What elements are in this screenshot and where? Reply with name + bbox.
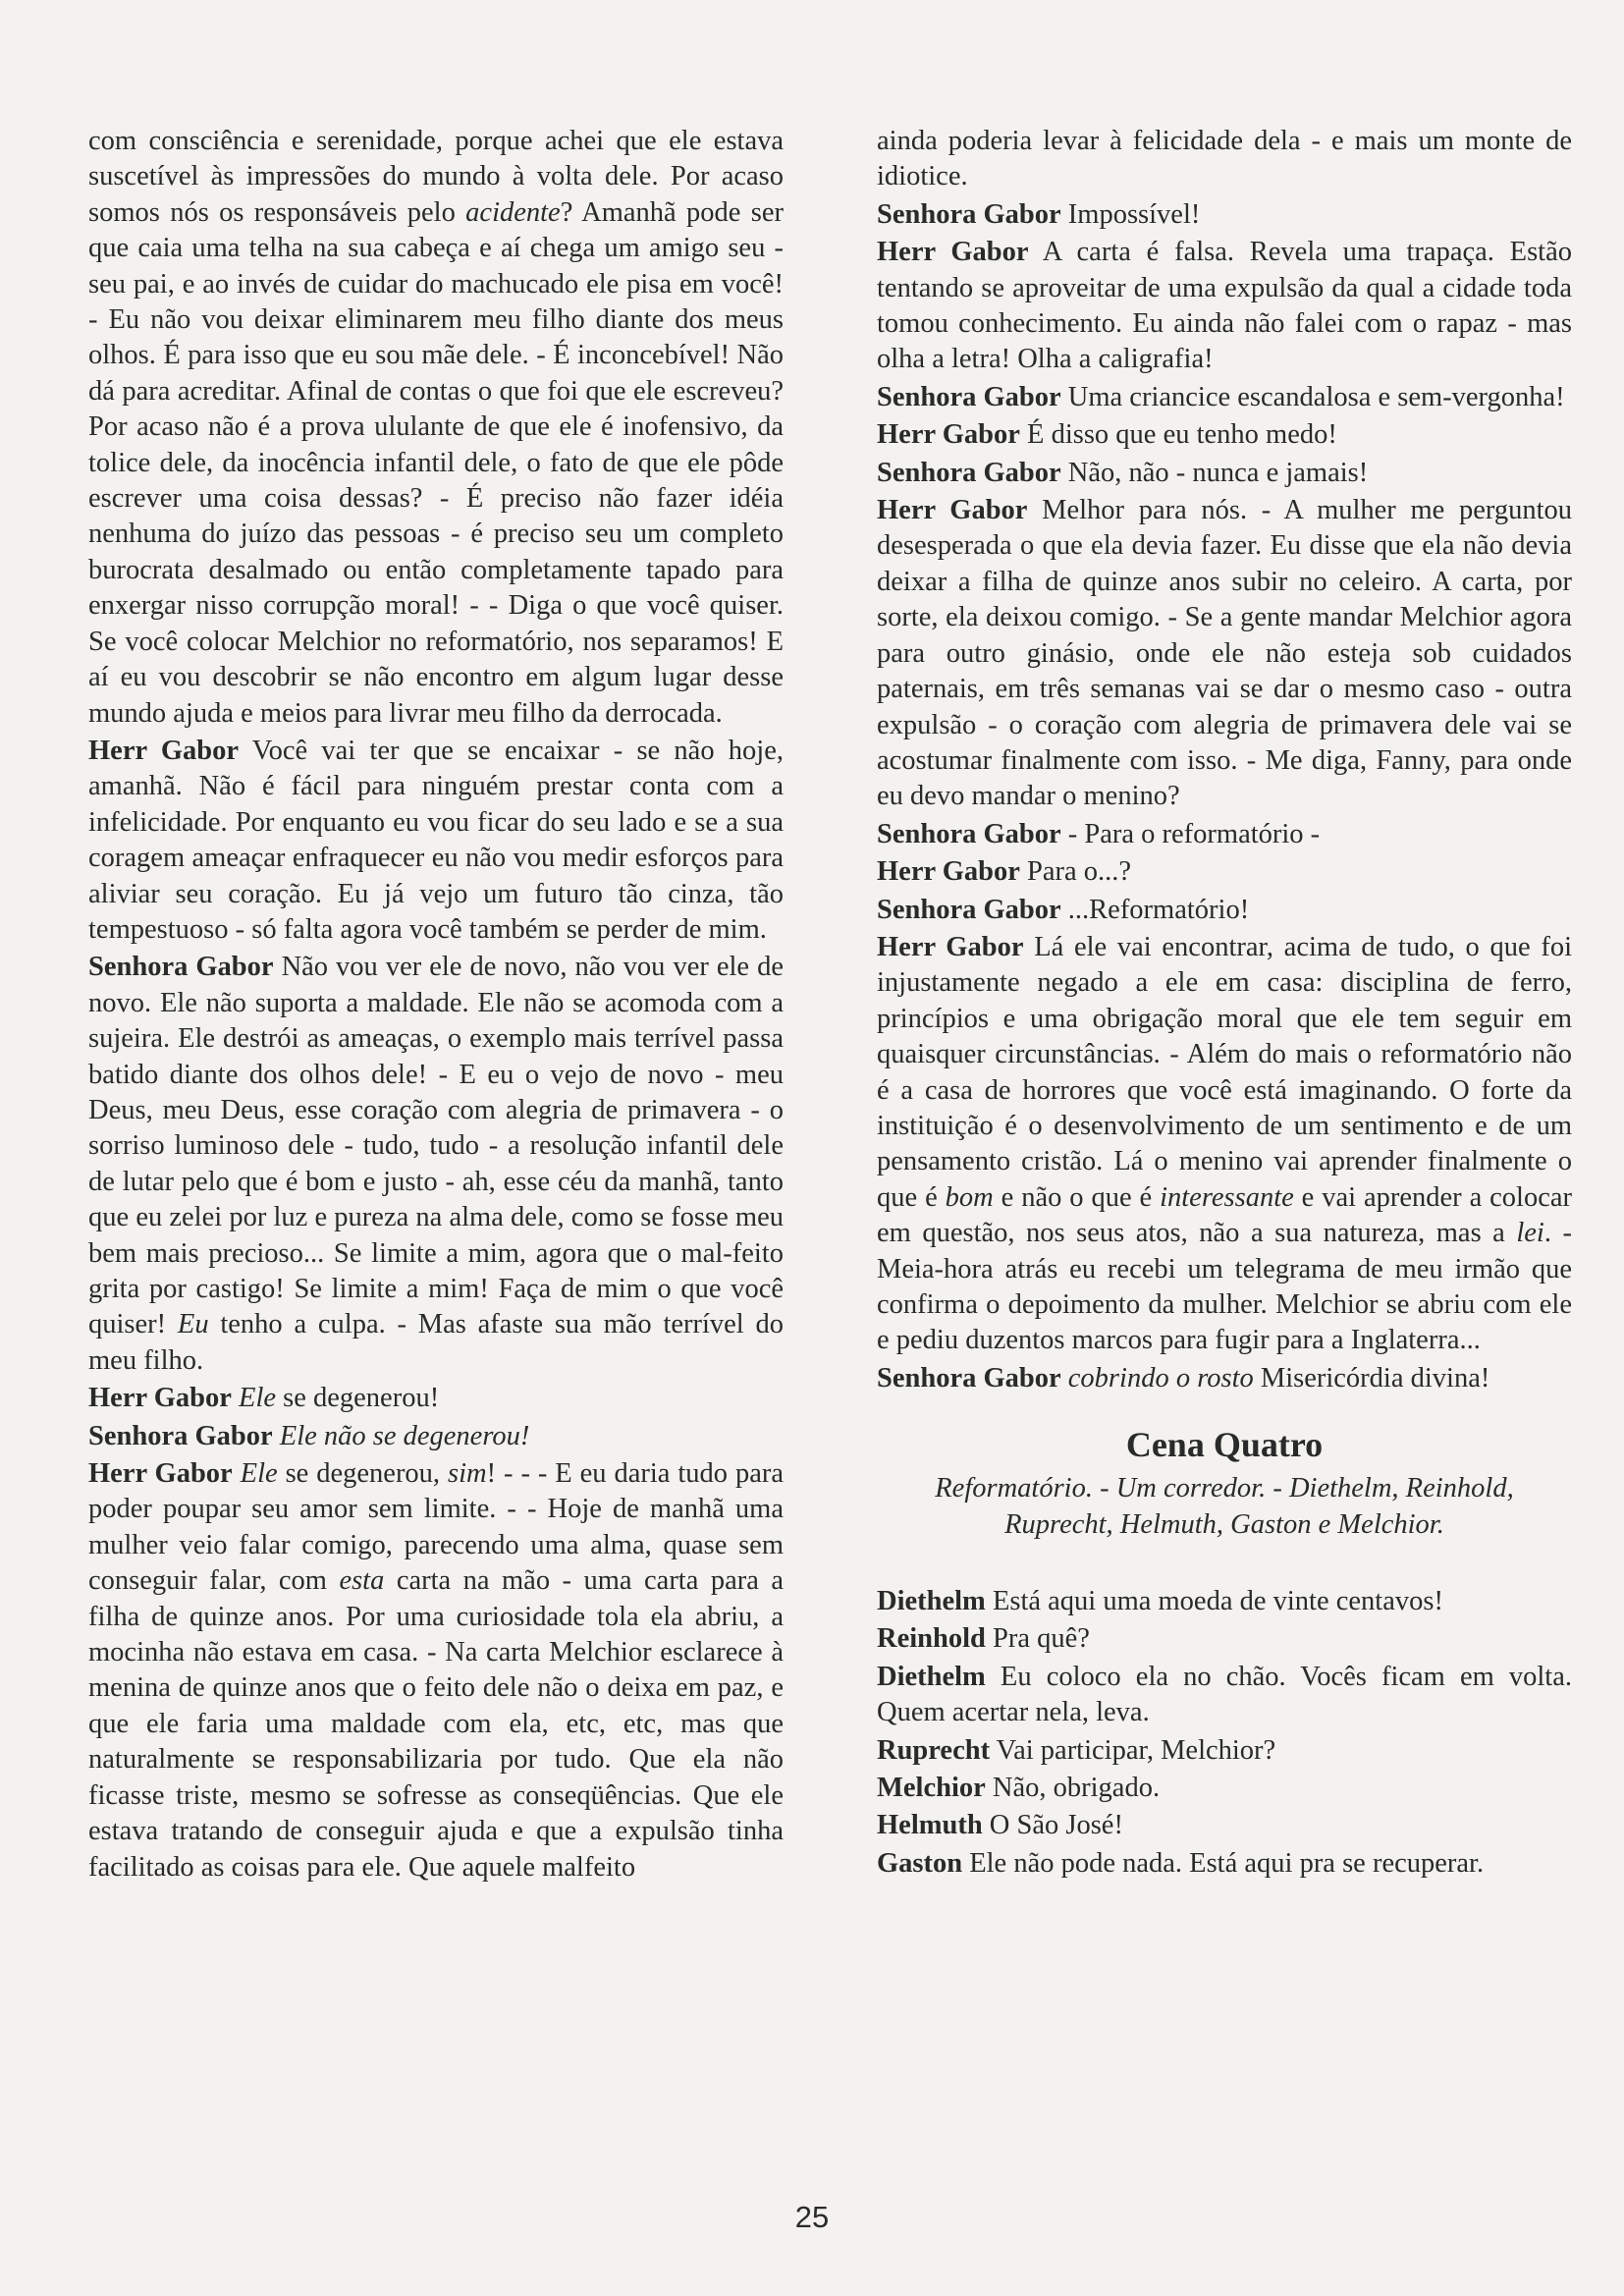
italic-text: Ele não se degenerou! (279, 1420, 530, 1451)
dialogue-line (88, 1381, 784, 1416)
speaker-name: Herr Gabor (877, 856, 1020, 888)
speaker-name: Gaston (877, 1847, 963, 1879)
italic-text: cobrindo o rosto (1067, 1362, 1254, 1394)
speaker-name: Herr Gabor (88, 735, 239, 766)
line-text: O São José! (982, 1810, 1123, 1841)
dialogue-line (877, 1621, 1572, 1657)
dialogue-line (88, 734, 784, 948)
line-text: Impossível! (1060, 198, 1201, 230)
paragraph (877, 124, 1572, 195)
line-text: Está aqui uma moeda de vinte centavos! (985, 1586, 1443, 1617)
dialogue-line (877, 380, 1572, 415)
line-text: Misericórdia divina! (1253, 1362, 1490, 1394)
line-text: com consciência e serenidade, porque achei que ele estava suscetível às impressões do mundo à volta dele. Por acaso somos nós os responsáveis pelo (88, 126, 784, 228)
italic-text: Ele (240, 1458, 278, 1490)
dialogue-line (88, 950, 784, 1379)
speaker-name: Senhora Gabor (877, 381, 1061, 412)
stage-direction (877, 1471, 1572, 1543)
dialogue-line (877, 1733, 1572, 1769)
speaker-name: Helmuth (877, 1810, 983, 1841)
dialogue-line (88, 1419, 784, 1454)
speaker-name: Herr Gabor (877, 931, 1024, 962)
paragraph (88, 124, 784, 732)
line-text: Não vou ver ele de novo, não vou ver ele de novo. Ele não suporta a maldade. Ele não se acomoda com a sujeira. Ele destrói as ameaças, o exemplo mais terrível passa batido diante dos olhos dele! - E eu o vejo de novo - meu Deus, meu Deus, esse coração com alegria de primavera - o sorriso luminoso dele - tudo, tudo - a resolução infantil dele de lutar pelo que é bom e justo - ah, esse céu da manhã, tanto que eu zelei por luz e pureza na alma dele, como se fosse meu bem mais precioso... Se limite a mim, agora que o mal-feito grita por castigo! Se limite a mim! Faça de mim o que você quiser! (88, 952, 784, 1340)
line-text: Lá ele vai encontrar, acima de tudo, o que foi injustamente negado a ele em casa: disciplina de ferro, princípios e uma obrigação moral que ele tem seguir em quaisquer circunstâncias. - Além do mais o reformatório não é a casa de horrores que você está imaginando. O forte da instituição é o desenvolvimento de um sentimento e de um pensamento cristão. Lá o menino vai aprender finalmente o que é (877, 931, 1572, 1213)
line-text: e vai aprender a colocar em questão, nos seus atos, não a sua natureza, mas a (877, 1181, 1573, 1249)
line-text (232, 1383, 239, 1413)
right-column (877, 124, 1572, 1884)
line-text: Uma criancice escandalosa e sem-vergonha! (1060, 381, 1565, 412)
right-column-dialogue (877, 124, 1572, 1396)
dialogue-line (877, 493, 1572, 815)
scene-dialogue (877, 1584, 1572, 1882)
line-text: e não o que é (993, 1181, 1161, 1213)
italic-text: Eu (177, 1309, 209, 1340)
line-text: Pra quê? (985, 1623, 1090, 1655)
dialogue-line (877, 1771, 1572, 1806)
speaker-name: Herr Gabor (88, 1458, 233, 1490)
dialogue-line (877, 235, 1572, 378)
line-text: ...Reformatório! (1060, 894, 1250, 925)
italic-text: acidente (465, 196, 561, 228)
line-text: Vai participar, Melchior? (990, 1734, 1276, 1766)
speaker-name: Reinhold (877, 1623, 986, 1655)
line-text: Não, obrigado. (985, 1773, 1161, 1804)
speaker-name: Senhora Gabor (88, 1420, 273, 1451)
line-text: se degenerou! (276, 1383, 440, 1414)
line-text: ? Amanhã pode ser que caia uma telha na sua cabeça e aí chega um amigo seu - seu pai, e ao invés de cuidar do machucado ele pisa em você! - Eu não vou deixar eliminarem meu filho diante dos meus olhos. É para isso que eu sou mãe dele. - É inconcebível! Não dá para acreditar. Afinal de contas o que foi que ele escreveu? Por acaso não é a prova ululante de que ele é inofensivo, da tolice dele, da inocência infantil dele, o fato de que ele pôde escrever uma coisa dessas? - É preciso não fazer idéia nenhuma do juízo das pessoas - é preciso seu um completo burocrata desalmado ou então completamente tapado para enxergar nisso corrupção moral! - - Diga o que você quiser. Se você colocar Melchior no reformatório, nos separamos! E aí eu vou descobrir se não encontro em algum lugar desse mundo ajuda e meios para livrar meu filho da derrocada. (88, 196, 784, 729)
dialogue-line (88, 1456, 784, 1886)
speaker-name: Melchior (877, 1773, 986, 1804)
line-text: - Para o reformatório - (1060, 818, 1321, 849)
speaker-name: Senhora Gabor (877, 457, 1061, 488)
dialogue-line (877, 930, 1572, 1359)
line-text: Eu coloco ela no chão. Vocês ficam em volta. Quem acertar nela, leva. (877, 1661, 1572, 1728)
line-text: tenho a culpa. - Mas afaste sua mão terrível do meu filho. (88, 1309, 784, 1376)
speaker-name: Senhora Gabor (88, 952, 274, 983)
page-number: 25 (794, 2200, 830, 2234)
line-text (233, 1458, 241, 1489)
line-text: ainda poderia levar à felicidade dela - e mais um monte de idiotice. (877, 126, 1572, 192)
speaker-name: Herr Gabor (877, 419, 1020, 451)
dialogue-line (877, 817, 1572, 852)
line-text: carta na mão - uma carta para a filha de quinze anos. Por uma curiosidade tola ela abriu, a mocinha não estava em casa. - Na carta Melchior esclarece à menina de quinze anos que o feito dele não o deixa em paz, e que ele faria uma maldade com ela, etc, etc, mas que naturalmente se responsabilizaria por tudo. Que ela não ficasse triste, mesmo se sofresse as conseqüências. Que ele estava tratando de conseguir ajuda e que a expulsão tinha facilitado as coisas para ele. Que aquele malfeito (88, 1565, 784, 1883)
line-text: Ele não pode nada. Está aqui pra se recuperar. (962, 1847, 1485, 1879)
dialogue-line (877, 854, 1572, 890)
speaker-name: Herr Gabor (88, 1383, 232, 1414)
scene-title: Cena Quatro (1125, 1425, 1324, 1465)
speaker-name: Herr Gabor (877, 495, 1028, 526)
line-text: A carta é falsa. Revela uma trapaça. Estão tentando se aproveitar de uma expulsão da qual a cidade toda tomou conhecimento. Eu ainda não falei com o rapaz - mas olha a letra! Olha a caligrafia! (877, 237, 1572, 375)
line-text: Não, não - nunca e jamais! (1060, 457, 1369, 488)
italic-text: sim (448, 1458, 487, 1490)
line-text (1061, 1363, 1068, 1394)
speaker-name: Ruprecht (877, 1734, 991, 1766)
line-text: Para o...? (1019, 856, 1132, 888)
line-text: ! - - - E eu daria tudo para poder poupar seu amor sem limite. - - Hoje de manhã uma mulher veio falar comigo, parecendo uma alma, quase sem conseguir falar, com (88, 1458, 784, 1597)
line-text (273, 1421, 280, 1451)
dialogue-line (877, 456, 1572, 491)
line-text: . - Meia-hora atrás eu recebi um telegrama de meu irmão que confirma o depoimento da mulher. Melchior se abriu com ele e pediu duzentos marcos para fugir para a Inglaterra... (877, 1218, 1572, 1356)
dialogue-line (877, 1808, 1572, 1843)
line-text: É disso que eu tenho medo! (1019, 419, 1337, 451)
speaker-name: Senhora Gabor (877, 198, 1061, 230)
stage-direction-line-2: Ruprecht, Helmuth, Gaston e Melchior. (1004, 1508, 1444, 1540)
line-text: se degenerou, (277, 1458, 448, 1490)
dialogue-line (877, 1846, 1572, 1882)
speaker-name: Diethelm (877, 1661, 986, 1692)
dialogue-line (877, 197, 1572, 233)
dialogue-line (877, 1584, 1572, 1619)
speaker-name: Herr Gabor (877, 237, 1029, 268)
dialogue-line (877, 1660, 1572, 1731)
italic-text: Ele (239, 1383, 277, 1414)
stage-direction-line-1: Reformatório. - Um corredor. - Diethelm, Reinhold, (935, 1473, 1514, 1504)
speaker-name: Senhora Gabor (877, 818, 1061, 849)
speaker-name: Senhora Gabor (877, 1362, 1061, 1394)
left-column (88, 124, 784, 1887)
italic-text: bom (945, 1181, 994, 1213)
dialogue-line (877, 417, 1572, 453)
italic-text: interessante (1160, 1181, 1294, 1213)
speaker-name: Diethelm (877, 1586, 986, 1617)
dialogue-line (877, 1361, 1572, 1396)
line-text: Você vai ter que se encaixar - se não hoje, amanhã. Não é fácil para ninguém prestar conta com a infelicidade. Por enquanto eu vou ficar do seu lado e se a sua coragem ameaçar enfraquecer eu não vou medir esforços para aliviar seu coração. Eu já vejo um futuro tão cinza, tão tempestuoso - só falta agora você também se perder de mim. (88, 735, 784, 945)
italic-text: lei (1516, 1218, 1544, 1249)
line-text: Melhor para nós. - A mulher me perguntou desesperada o que ela devia fazer. Eu disse que ela não devia deixar a filha de quinze anos subir no celeiro. A carta, por sorte, ela deixou comigo. - Se a gente mandar Melchior agora para outro ginásio, onde ele não esteja sob cuidados paternais, em três semanas vai se dar o mesmo caso - outra expulsão - o coração com alegria de primavera dele vai se acostumar finalmente com isso. - Me diga, Fanny, para onde eu devo mandar o menino? (877, 495, 1572, 812)
dialogue-line (877, 893, 1572, 928)
speaker-name: Senhora Gabor (877, 894, 1061, 925)
italic-text: esta (339, 1565, 385, 1597)
